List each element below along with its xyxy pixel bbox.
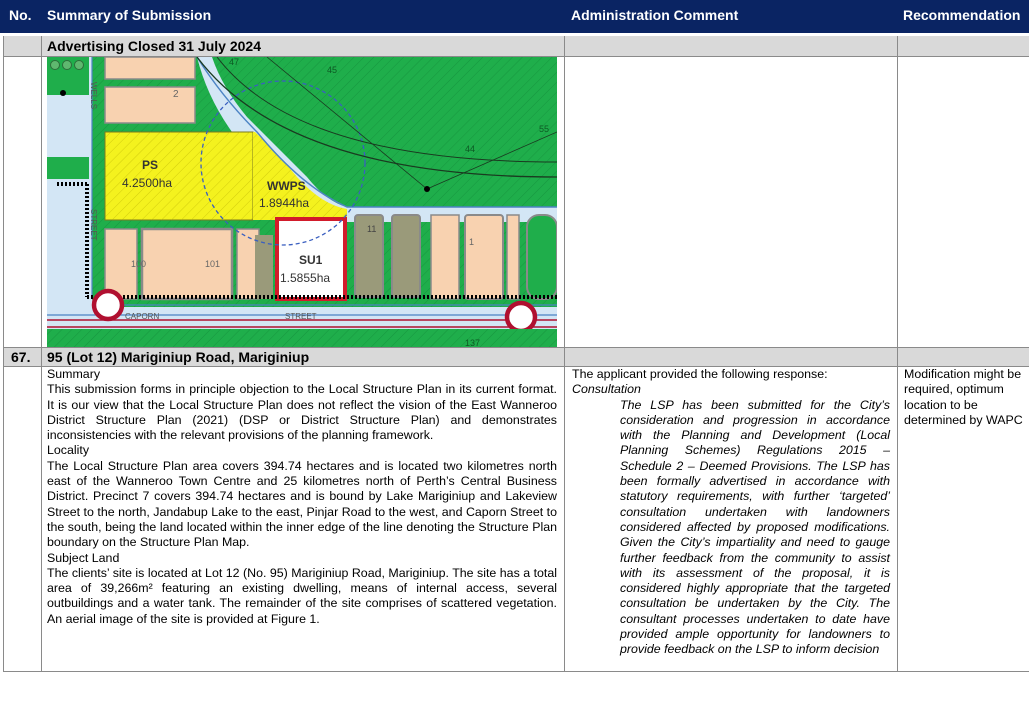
- map-roundabout: [507, 303, 535, 331]
- map-label-su1-area: 1.5855ha: [280, 271, 331, 285]
- map-parcel: [465, 215, 503, 299]
- row-67-number: 67.: [3, 348, 41, 366]
- map-label-su1: SU1: [299, 253, 323, 267]
- row-67-admin-comment: [572, 367, 892, 671]
- header-no: No.: [0, 0, 41, 33]
- subject-land-heading: Subject Land: [47, 550, 120, 565]
- advertising-row-no: [3, 36, 41, 56]
- grid-line: [41, 36, 42, 672]
- map-label-11: 11: [367, 224, 377, 234]
- grid-line: [3, 671, 1029, 672]
- admin-quote: The LSP has been submitted for the City’s consideration and progression in accordance with the Planning and Development (Local Planning Schemes) Regulations 2015 – Schedule 2 – Deemed Provisions. The LSP has been formally advertised in accordance with statutory requirements, with further ‘targeted’ consultation undertaken with landowners considered affected by proposed modifications. Given the City’s impartiality and need to gauge further feedback from the community to assist with its assessment of the proposal, it is considered highly appropriate that the targeted consultation be undertaken by the City. The consultant processes undertaken to date have provided ample opportunity for landowners to provide feedback on the LSP to inform decision: [620, 397, 890, 657]
- map-label-100: 100: [131, 259, 147, 269]
- map-label-ps-area: 4.2500ha: [122, 176, 173, 190]
- map-label-street-bottom: STREET: [285, 312, 317, 321]
- grid-line: [897, 36, 898, 672]
- grid-line: [564, 36, 565, 672]
- map-label-55: 55: [539, 124, 550, 134]
- locality-paragraph: The Local Structure Plan area covers 394.74 hectares and is located two kilometres north east of the Wanneroo Town Centre and 25 kilometres north of Perth’s Central Business District. Precinct 7 covers 394.74 hectares and is bound by Lake Mariginiup and Lakeview Street to the north, Jandabup Lake to the east, Pinjar Road to the west, and Caporn Street to the south, being the land located within the inner edge of the line denoting the Structure Plan boundary on the Structure Plan Map.: [47, 458, 557, 550]
- summary-paragraph: This submission forms in principle objection to the Local Structure Plan in its current format. It is our view that the Local Structure Plan does not reflect the vision of the East Wanneroo District Structure Plan (2021) (DSP or District Structure Plan) and demonstrates inconsistencies with the relevant provisions of the planning framework.: [47, 382, 557, 443]
- map-label-street: STREET: [89, 209, 98, 241]
- map-parcel: [105, 87, 195, 123]
- map-parcel: [431, 215, 459, 299]
- map-label-caporn: CAPORN: [125, 312, 160, 321]
- subject-land-paragraph: The clients’ site is located at Lot 12 (No. 95) Mariginiup Road, Mariginiup. The site has a total area of 39,266m² featuring an existing dwelling, means of internal access, several outbuildings and a water tank. The remainder of the site comprises of scattered vegetation. An aerial image of the site is provided at Figure 1.: [47, 565, 557, 626]
- grid-line: [3, 36, 4, 672]
- advertising-closed-label: Advertising Closed 31 July 2024: [41, 36, 1029, 56]
- header-admin-comment: Administration Comment: [565, 0, 897, 33]
- map-label-44: 44: [465, 144, 476, 154]
- header-recommendation: Recommendation: [897, 0, 1029, 33]
- row-67-summary: [47, 367, 557, 671]
- admin-intro: The applicant provided the following response:: [572, 367, 828, 381]
- map-parcel: [507, 215, 519, 299]
- map-label-47: 47: [229, 57, 240, 67]
- map-label-137: 137: [465, 338, 481, 347]
- map-label-101: 101: [205, 259, 221, 269]
- map-label-wwps-area: 1.8944ha: [259, 196, 310, 210]
- row-67-recommendation: Modification might be required, optimum location to be determined by WAPC: [904, 367, 1023, 427]
- map-olive-block: [392, 215, 420, 297]
- map-label-wwps: WWPS: [267, 179, 306, 193]
- map-label-1: 1: [469, 237, 475, 247]
- header-summary: Summary of Submission: [41, 0, 565, 33]
- map-label-wells: WELLS: [89, 82, 98, 110]
- locality-heading: Locality: [47, 443, 90, 458]
- grid-line: [3, 347, 1029, 348]
- map-label-45: 45: [327, 65, 338, 75]
- structure-plan-map: [47, 57, 557, 347]
- row-67-title: 95 (Lot 12) Mariginiup Road, Mariginiup: [41, 348, 1029, 366]
- map-label-ps: PS: [142, 158, 159, 172]
- map-label-2: 2: [173, 89, 179, 100]
- summary-heading: Summary: [47, 367, 101, 381]
- map-parcel: [105, 57, 195, 79]
- map-roundabout: [94, 291, 122, 319]
- admin-consultation-heading: Consultation: [572, 382, 641, 397]
